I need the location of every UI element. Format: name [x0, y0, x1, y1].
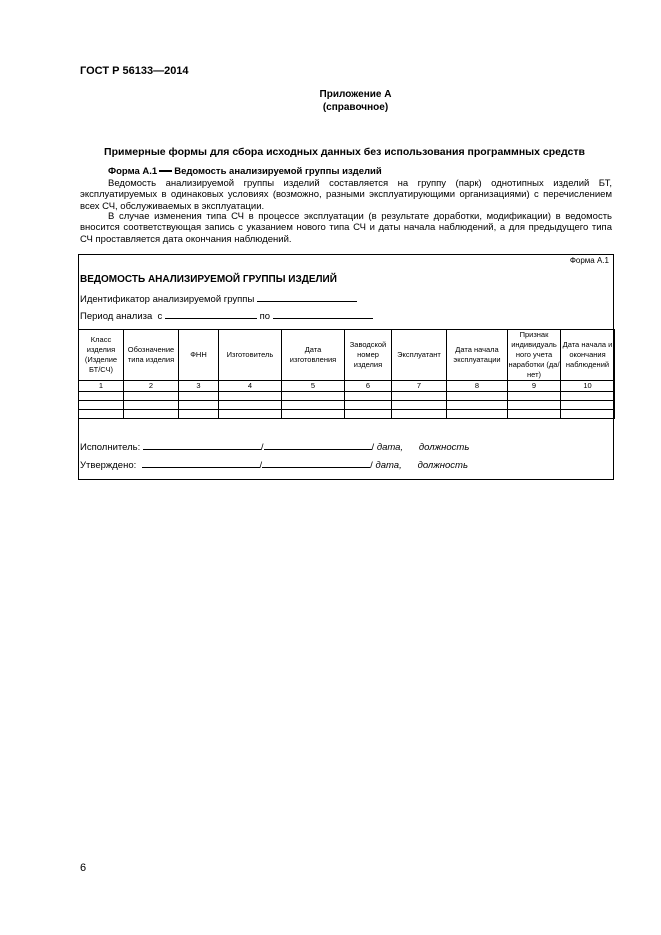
table-cell[interactable]: [124, 401, 179, 410]
table-cell[interactable]: [219, 410, 282, 419]
dash-symbol: [159, 170, 172, 172]
appendix-subtitle: (справочное): [322, 102, 389, 113]
table-cell[interactable]: [179, 410, 219, 419]
table-cell[interactable]: [79, 410, 124, 419]
table-cell[interactable]: [392, 392, 447, 401]
table-cell[interactable]: [508, 410, 561, 419]
col-number: 2: [124, 381, 179, 392]
approved-signature-line: Утверждено: / / дата, должность: [80, 460, 468, 471]
col-header: Дата начала эксплуатации: [447, 330, 508, 381]
table-cell[interactable]: [79, 401, 124, 410]
page-number: 6: [80, 862, 87, 874]
date-label: дата,: [376, 442, 404, 453]
position-label: должность: [417, 460, 468, 471]
period-field: [80, 309, 373, 322]
period-to-blank[interactable]: [273, 309, 373, 319]
period-from-blank[interactable]: [165, 309, 257, 319]
table-cell[interactable]: [79, 392, 124, 401]
col-header: Класс изделия (Изделие БТ/СЧ): [79, 330, 124, 381]
ledger-table: [78, 329, 615, 419]
table-cell[interactable]: [179, 401, 219, 410]
table-cell[interactable]: [219, 392, 282, 401]
col-number: 9: [508, 381, 561, 392]
paragraph-1: [80, 178, 612, 212]
col-number: 1: [79, 381, 124, 392]
table-cell[interactable]: [345, 410, 392, 419]
document-id: ГОСТ Р 56133—2014: [80, 65, 189, 77]
table-cell[interactable]: [561, 392, 615, 401]
table-cell[interactable]: [219, 401, 282, 410]
col-header: Эксплуатант: [392, 330, 447, 381]
group-id-label: Идентификатор анализируемой группы: [80, 294, 255, 305]
col-header: Обозначение типа изделия: [124, 330, 179, 381]
paragraph-2: [80, 211, 612, 245]
col-header: Изготовитель: [219, 330, 282, 381]
table-cell[interactable]: [561, 410, 615, 419]
table-row: [79, 410, 615, 419]
col-number: 10: [561, 381, 615, 392]
executor-signature-blank[interactable]: [264, 440, 372, 450]
table-cell[interactable]: [508, 392, 561, 401]
form-caption-text: Ведомость анализируемой группы изделий: [174, 166, 382, 177]
table-cell[interactable]: [282, 410, 345, 419]
paragraph-1-text: Ведомость анализируемой группы изделий составляется на группу (парк) однотипных изделий БТ, эксплуатируемых в одинаковых условиях (возможно, разными эксплуатирующими организациями) с перечислением всех СЧ, обслуживаемых в эксплуатации.: [80, 178, 612, 212]
col-header: Заводской номер изделия: [345, 330, 392, 381]
form-caption-prefix: Форма А.1: [108, 166, 158, 177]
col-number: 3: [179, 381, 219, 392]
col-number: 6: [345, 381, 392, 392]
approved-name-blank[interactable]: [142, 458, 260, 468]
period-label: Период анализа: [80, 311, 153, 322]
column-number-row: [79, 381, 615, 392]
table-cell[interactable]: [447, 401, 508, 410]
col-header: Дата изготовления: [282, 330, 345, 381]
period-to-label: по: [259, 311, 271, 322]
col-number: 8: [447, 381, 508, 392]
table-header-row: [79, 330, 615, 381]
paragraph-2-text: В случае изменения типа СЧ в процессе эксплуатации (в результате доработки, модификации) в ведомость вносится соответствующая запись с указанием нового типа СЧ и даты начала наблюдений, а для предыдущего типа СЧ проставляется дата окончания наблюдений.: [80, 211, 612, 245]
form-number: Форма А.1: [569, 256, 609, 265]
approved-label: Утверждено:: [80, 460, 137, 471]
table-row: [79, 401, 615, 410]
form-title: ВЕДОМОСТЬ АНАЛИЗИРУЕМОЙ ГРУППЫ ИЗДЕЛИЙ: [80, 274, 337, 285]
approved-signature-blank[interactable]: [262, 458, 370, 468]
table-cell[interactable]: [345, 392, 392, 401]
table-cell[interactable]: [508, 401, 561, 410]
col-number: 5: [282, 381, 345, 392]
group-id-blank[interactable]: [257, 292, 357, 302]
form-frame: [78, 254, 614, 480]
appendix-title: Приложение А: [319, 89, 392, 100]
form-caption: [108, 166, 382, 177]
table-cell[interactable]: [124, 410, 179, 419]
table-cell[interactable]: [282, 401, 345, 410]
executor-label: Исполнитель:: [80, 442, 141, 453]
col-header: Дата начала и окончания наблюдений: [561, 330, 615, 381]
table-cell[interactable]: [561, 401, 615, 410]
table-cell[interactable]: [124, 392, 179, 401]
col-number: 4: [219, 381, 282, 392]
table-cell[interactable]: [392, 410, 447, 419]
executor-name-blank[interactable]: [143, 440, 261, 450]
table-cell[interactable]: [345, 401, 392, 410]
table-cell[interactable]: [282, 392, 345, 401]
table-cell[interactable]: [179, 392, 219, 401]
position-label: должность: [418, 442, 470, 453]
appendix-heading: [0, 88, 661, 114]
section-title: Примерные формы для сбора исходных данных без использования программных средств: [104, 146, 585, 158]
executor-signature-line: Исполнитель: / / дата, должность: [80, 442, 470, 453]
col-number: 7: [392, 381, 447, 392]
col-header: ФНН: [179, 330, 219, 381]
date-label: дата,: [375, 460, 402, 471]
table-cell[interactable]: [392, 401, 447, 410]
table-cell[interactable]: [447, 392, 508, 401]
table-cell[interactable]: [447, 410, 508, 419]
period-from-label: с: [157, 311, 163, 322]
group-id-field: [80, 292, 357, 305]
table-row: [79, 392, 615, 401]
col-header: Признак индивидуаль ного учета наработки (да/нет): [508, 330, 560, 379]
